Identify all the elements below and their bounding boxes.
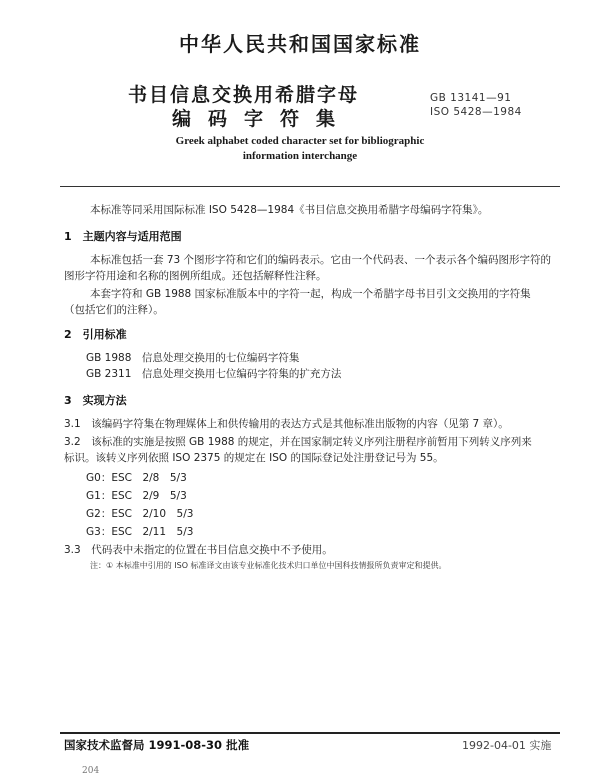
escape-sequence-g1: G1：ESC 2/9 5/3 bbox=[86, 490, 187, 502]
clause-3-3: 3.3 代码表中未指定的位置在书目信息交换中不予使用。 bbox=[64, 544, 333, 556]
standard-code-gb: GB 13141—91 bbox=[430, 92, 512, 104]
footnote: 注：① 本标准中引用的 ISO 标准译文由该专业标准化技术归口单位中国科技情报所负责审定和提供。 bbox=[90, 561, 447, 570]
reference-item: GB 2311 信息处理交换用七位编码字符集的扩充方法 bbox=[86, 368, 342, 380]
implementation-date: 1992-04-01 实施 bbox=[462, 739, 552, 752]
document-title-cn-line2: 编码字符集 bbox=[172, 108, 353, 130]
section3-heading: 3 实现方法 bbox=[64, 394, 127, 407]
document-title-en-line2: information interchange bbox=[242, 150, 358, 162]
document-title-cn-line1: 书目信息交换用希腊字母 bbox=[128, 84, 360, 106]
section1-heading: 1 主题内容与适用范围 bbox=[64, 230, 182, 243]
clause-3-2-line1: 3.2 该标准的实施是按照 GB 1988 的规定，并在国家制定转义序列注册程序前暂用下列转义序列来 bbox=[64, 436, 532, 448]
escape-sequence-g0: G0：ESC 2/8 5/3 bbox=[86, 472, 187, 484]
clause-3-1: 3.1 该编码字符集在物理媒体上和供传输用的表达方式是其他标准出版物的内容（见第 7 章）。 bbox=[64, 418, 509, 430]
clause-3-2-line2: 标识。该转义序列依照 ISO 2375 的规定在 ISO 的国际登记处注册登记号为 55。 bbox=[64, 452, 444, 464]
header-divider bbox=[60, 186, 560, 187]
national-standard-title: 中华人民共和国国家标准 bbox=[179, 32, 421, 56]
intro-paragraph: 本标准等同采用国际标准 ISO 5428—1984《书目信息交换用希腊字母编码字符集》。 bbox=[90, 204, 489, 216]
escape-sequence-g3: G3：ESC 2/11 5/3 bbox=[86, 526, 194, 538]
section1-para1-line1: 本标准包括一套 73 个图形字符和它们的编码表示。它由一个代码表、一个表示各个编码图形字符的 bbox=[90, 254, 552, 266]
section2-heading: 2 引用标准 bbox=[64, 328, 127, 341]
standard-code-iso: ISO 5428—1984 bbox=[430, 106, 522, 118]
page-number: 204 bbox=[82, 766, 100, 776]
escape-sequence-g2: G2：ESC 2/10 5/3 bbox=[86, 508, 194, 520]
document-title-en-line1: Greek alphabet coded character set for bibliographic bbox=[175, 135, 425, 147]
section1-para1-line2: 图形字符用途和名称的图例所组成。还包括解释性注释。 bbox=[64, 270, 327, 282]
section1-para2-line2: （包括它们的注释）。 bbox=[64, 304, 164, 316]
section1-para2-line1: 本套字符和 GB 1988 国家标准版本中的字符一起，构成一个希腊字母书目引文交换用的字符集 bbox=[90, 288, 531, 300]
approval-date: 国家技术监督局 1991-08-30 批准 bbox=[64, 738, 250, 752]
footer-divider bbox=[60, 732, 560, 734]
reference-item: GB 1988 信息处理交换用的七位编码字符集 bbox=[86, 352, 300, 364]
